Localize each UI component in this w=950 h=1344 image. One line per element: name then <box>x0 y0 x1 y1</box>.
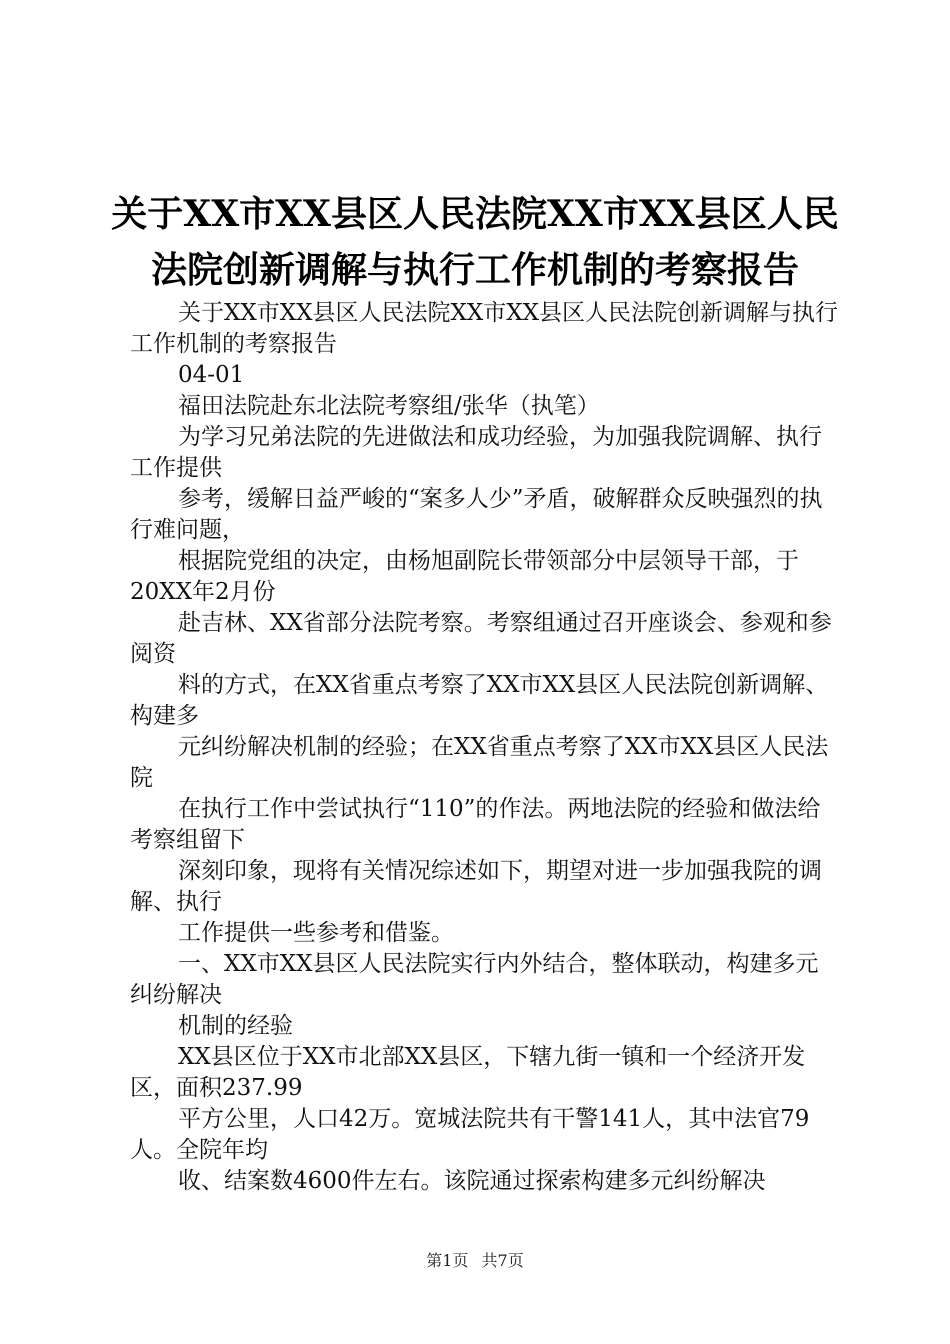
paragraph: 参考，缓解日益严峻的“案多人少”矛盾，破解群众反映强烈的执行难问题， <box>130 486 823 543</box>
page-number: 第1页 <box>426 1251 469 1270</box>
paragraph: 元纠纷解决机制的经验；在XX省重点考察了XX市XX县区人民法院 <box>130 734 829 791</box>
paragraph: 机制的经验 <box>178 1013 293 1039</box>
paragraph: 深刻印象，现将有关情况综述如下，期望对进一步加强我院的调解、执行 <box>130 858 822 915</box>
paragraph: 平方公里，人口42万。宽城法院共有干警141人，其中法官79人。全院年均 <box>130 1106 810 1163</box>
page-total: 共7页 <box>481 1251 524 1270</box>
page-footer <box>0 1248 950 1271</box>
paragraph: 赴吉林、XX省部分法院考察。考察组通过召开座谈会、参观和参阅资 <box>130 610 832 667</box>
paragraph: XX县区位于XX市北部XX县区，下辖九街一镇和一个经济开发区，面积237.99 <box>130 1044 806 1101</box>
document-title: 关于XX市XX县区人民法院XX市XX县区人民法院创新调解与执行工作机制的考察报告 <box>111 193 839 291</box>
paragraph: 关于XX市XX县区人民法院XX市XX县区人民法院创新调解与执行工作机制的考察报告 <box>130 300 838 357</box>
document-body <box>130 298 840 1197</box>
paragraph: 工作提供一些参考和借鉴。 <box>178 920 454 946</box>
paragraph: 04-01 <box>178 362 245 388</box>
paragraph: 在执行工作中尝试执行“110”的作法。两地法院的经验和做法给考察组留下 <box>130 796 821 853</box>
paragraph: 根据院党组的决定，由杨旭副院长带领部分中层领导干部，于20XX年2月份 <box>130 548 799 605</box>
paragraph: 为学习兄弟法院的先进做法和成功经验，为加强我院调解、执行工作提供 <box>130 424 822 481</box>
paragraph: 收、结案数4600件左右。该院通过探索构建多元纠纷解决 <box>178 1168 766 1194</box>
paragraph: 一、XX市XX县区人民法院实行内外结合，整体联动，构建多元纠纷解决 <box>130 951 819 1008</box>
paragraph: 福田法院赴东北法院考察组/张华（执笔） <box>178 393 600 419</box>
paragraph: 料的方式，在XX省重点考察了XX市XX县区人民法院创新调解、构建多 <box>130 672 829 729</box>
